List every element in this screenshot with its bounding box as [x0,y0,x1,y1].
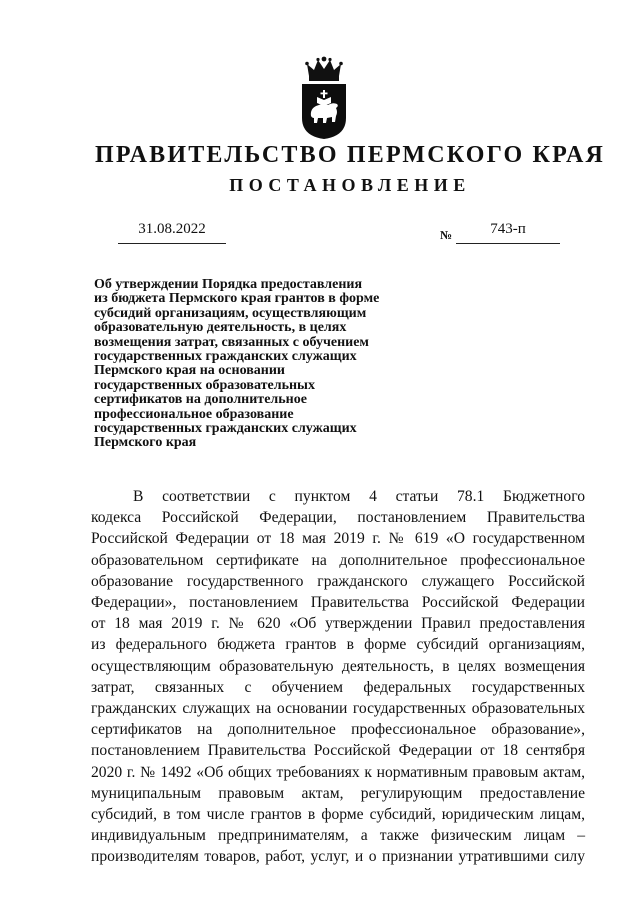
document-number: 743-п [456,221,560,244]
subject-line: субсидий организациям, осуществляющим [94,305,367,321]
subject-line: из бюджета Пермского края грантов в форме [94,291,380,307]
body-line: В соответствии с пунктом 4 статьи 78.1 Бюджетного [133,488,585,505]
perm-krai-coat-of-arms-icon [300,56,348,140]
body-line: постановлением Правительства Российской Федерации от 18 сентября [91,742,585,760]
government-title: ПРАВИТЕЛЬСТВО ПЕРМСКОГО КРАЯ [94,142,606,168]
subject-line: профессиональное образование [94,406,294,422]
subject-line: государственных гражданских служащих [94,349,357,365]
subject-line: Об утверждении Порядка предоставления [94,277,363,292]
subject-line: государственных гражданских служащих [94,421,357,437]
document-date: 31.08.2022 [118,221,226,244]
body-line: из федерального бюджета грантов в форме субсидий организациям, [91,636,585,654]
body-line: сертификатов на дополнительное профессиональное образование», [91,721,585,739]
subject-line: возмещения затрат, связанных с обучением [94,334,369,350]
body-line: осуществляющим образовательную деятельность, в целях возмещения [91,657,585,675]
body-line: 2020 г. № 1492 «Об общих требованиях к нормативным правовым актам, [91,763,585,781]
number-sign: № [440,228,453,242]
document-subject [94,278,424,451]
body-line: Федерации», постановлением Правительства Российской Федерации [91,594,585,612]
body-line: от 18 мая 2019 г. № 620 «Об утверждении Правил предоставления [91,615,585,633]
body-line: образовательном сертификате на дополнительное профессиональное [91,551,585,569]
body-line: субсидий, в том числе грантов в форме субсидий, юридическим лицам, [91,806,585,824]
body-line: муниципальным правовым актам, регулирующим предоставление [91,784,585,802]
document-type: ПОСТАНОВЛЕНИЕ [229,175,471,195]
body-line: индивидуальным предпринимателям, а также физическим лицам – [91,827,585,845]
body-line: кодекса Российской Федерации, постановлением Правительства [91,509,585,527]
body-line: гражданских служащих на основании государственных образовательных [91,700,585,718]
subject-line: Пермского края [94,435,197,451]
subject-line: государственных образовательных [94,377,315,393]
body-line: Российской Федерации от 18 мая 2019 г. № 619 «О государственном [91,530,585,548]
body-line: затрат, связанных с обучением федеральных государственных [91,678,585,696]
body-line: производителям товаров, работ, услуг, и о признании утратившими силу [91,848,585,866]
document-body [91,486,585,868]
subject-line: Пермского края на основании [94,363,286,379]
subject-line: образовательную деятельность, в целях [94,320,347,336]
subject-line: сертификатов на дополнительное [94,392,307,408]
body-line: образование государственного гражданского служащего Российской [91,572,585,590]
